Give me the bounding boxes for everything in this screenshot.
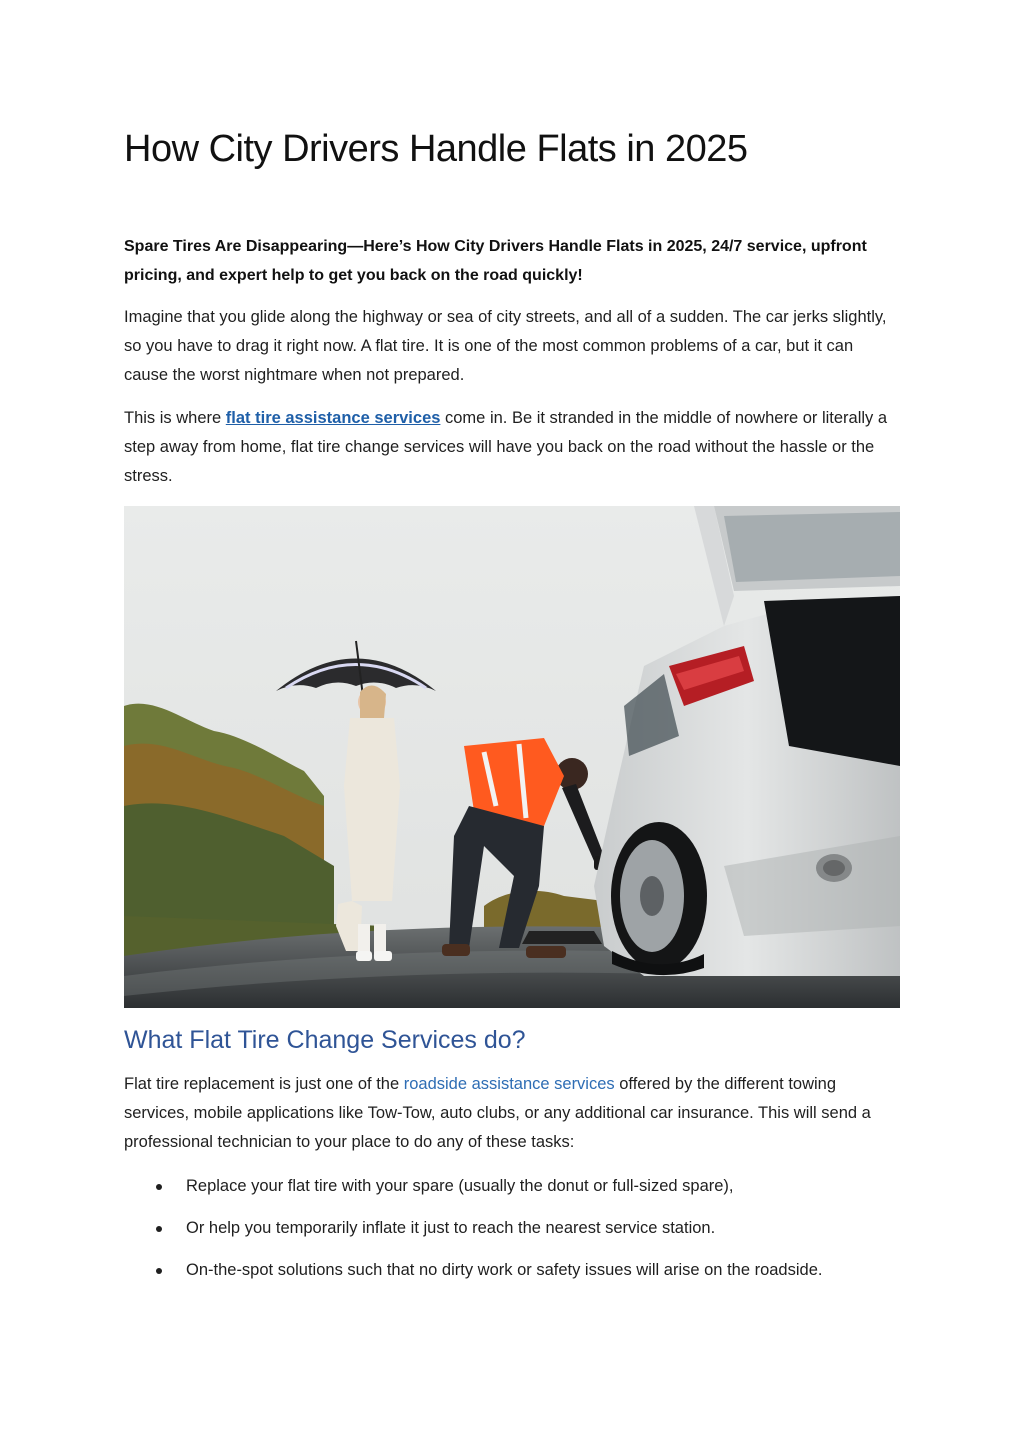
- list-item: [124, 1256, 900, 1285]
- roadside-services-paragraph: [124, 1070, 900, 1157]
- paragraph-text: come in. Be it stranded in the middle of nowhere or literally a step away from home, flat tire change services will have you back on the road without the hassle or the stress.: [124, 409, 888, 485]
- page-title: How City Drivers Handle Flats in 2025: [124, 128, 748, 170]
- paragraph-text: offered by the different towing services, mobile applications like Tow-Tow, auto clubs, or any additional car insurance. This will send a professional technician to your place to do any of these tasks:: [124, 1075, 871, 1151]
- list-item-text: Replace your flat tire with your spare (usually the donut or full-sized spare),: [186, 1177, 734, 1195]
- list-item: [124, 1172, 900, 1201]
- paragraph-text: This is where: [124, 409, 226, 427]
- section-heading: What Flat Tire Change Services do?: [124, 1026, 526, 1054]
- bullet-icon: [156, 1226, 162, 1232]
- list-item-text: On-the-spot solutions such that no dirty work or safety issues will arise on the roadside.: [186, 1261, 823, 1279]
- flat-tire-assistance-link[interactable]: flat tire assistance services: [225, 409, 441, 427]
- hero-photo-roadside-tire-change: [124, 506, 900, 1008]
- roadside-assistance-link[interactable]: roadside assistance services: [403, 1075, 615, 1093]
- list-item-text: Or help you temporarily inflate it just to reach the nearest service station.: [186, 1219, 716, 1237]
- bullet-icon: [156, 1268, 162, 1274]
- services-paragraph: [124, 404, 900, 491]
- bullet-icon: [156, 1184, 162, 1190]
- services-bullet-list: [124, 1172, 900, 1298]
- paragraph-text: Flat tire replacement is just one of the: [124, 1075, 404, 1093]
- list-item: [124, 1214, 900, 1243]
- lead-paragraph: Spare Tires Are Disappearing—Here’s How City Drivers Handle Flats in 2025, 24/7 service, upfront pricing, and expert help to get you back on the road quickly!: [124, 238, 867, 284]
- intro-paragraph: Imagine that you glide along the highway or sea of city streets, and all of a sudden. The car jerks slightly, so you have to drag it right now. A flat tire. It is one of the most common problems of a car, but it can cause the worst nightmare when not prepared.: [124, 308, 887, 384]
